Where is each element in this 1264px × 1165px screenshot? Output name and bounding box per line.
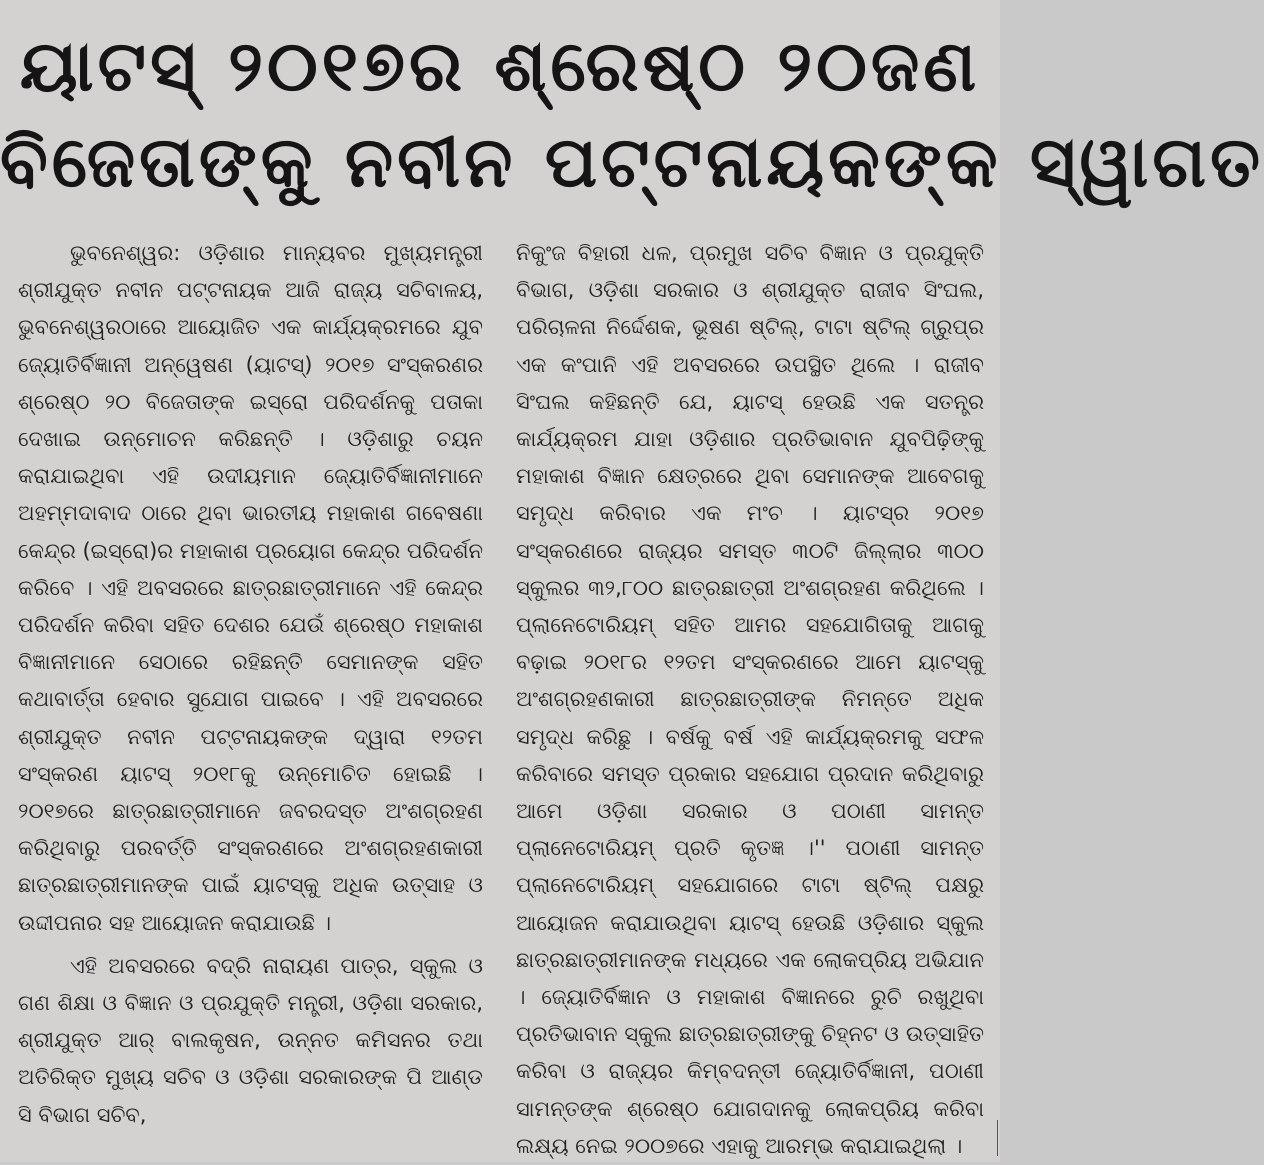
article-paragraph: ଏହି ଅବସରରେ ବଦ୍ରି ନାରାୟଣ ପାତ୍ର, ସ୍କୁଲ ଓ ଗଣ ଶିକ୍ଷା ଓ ବିଜ୍ଞାନ ଓ ପ୍ରଯୁକ୍ତି ମନ୍ତ୍ରୀ, ଓଡ଼ିଶା ସରକାର, ଶ୍ରୀଯୁକ୍ତ ଆର୍ ବାଲକୃଷନ, ଉନ୍ନତ କମିସନର ତଥା ଅତିରିକ୍ତ ମୁଖ୍ୟ ସଚିବ ଓ ଓଡ଼ିଶା ସରକାରଙ୍କ ପି ଆଣ୍ଡ ସି ବିଭାଗ ସଚିବ, (18, 953, 483, 1127)
headline-line-1: ୟାଟସ୍ ୨୦୧୭ର ଶ୍ରେଷ୍ଠ ୨୦ଜଣ (19, 25, 981, 107)
article-column-left (18, 235, 483, 1134)
article-paragraph: ଭୁବନେଶ୍ୱର: ଓଡ଼ିଶାର ମାନ୍ୟବର ମୁଖ୍ୟମନ୍ତ୍ରୀ ଶ୍ରୀଯୁକ୍ତ ନବୀନ ପଟ୍ଟନାୟକ ଆଜି ରାଜ୍ୟ ସଚିବାଳୟ, ଭୁବନେଶ୍ୱରଠାରେ ଆୟୋଜିତ ଏକ କାର୍ଯ୍ୟକ୍ରମରେ ଯୁବ ଜ୍ୟୋତିର୍ବିଜ୍ଞାନୀ ଅନ୍ୱେଷଣ (ୟାଟସ୍) ୨୦୧୭ ସଂସ୍କରଣର ଶ୍ରେଷ୍ଠ ୨୦ ବିଜେତାଙ୍କ ଇସ୍ରୋ ପରିଦର୍ଶନକୁ ପତାକା ଦେଖାଇ ଉନ୍ମୋଚନ କରିଛନ୍ତି । ଓଡ଼ିଶାରୁ ଚୟନ କରାଯାଇଥିବା ଏହି ଉଦୀୟମାନ ଜ୍ୟୋତିର୍ବିଜ୍ଞାନୀମାନେ ଅହମ୍ମଦାବାଦ ଠାରେ ଥିବା ଭାରତୀୟ ମହାକାଶ ଗବେଷଣା କେନ୍ଦ୍ର (ଇସ୍ରୋ)ର ମହାକାଶ ପ୍ରୟୋଗ କେନ୍ଦ୍ର ପରିଦର୍ଶନ କରିବେ । ଏହି ଅବସରରେ ଛାତ୍ରଛାତ୍ରୀମାନେ ଏହି କେନ୍ଦ୍ର ପରିଦର୍ଶନ କରିବା ସହିତ ଦେଶର ଯେଉଁ ଶ୍ରେଷ୍ଠ ମହାକାଶ ବିଜ୍ଞାନୀମାନେ ସେଠାରେ ରହିଛନ୍ତି ସେମାନଙ୍କ ସହିତ କଥାବାର୍ତ୍ତା ହେବାର ସୁଯୋଗ ପାଇବେ । ଏହି ଅବସରରେ ଶ୍ରୀଯୁକ୍ତ ନବୀନ ପଟ୍ଟନାୟକଙ୍କ ଦ୍ୱାରା ୧୨ତମ ସଂସ୍କରଣ ୟାଟସ୍ ୨୦୧୮କୁ ଉନ୍ମୋଚିତ ହୋଇଛି । ୨୦୧୭ରେ ଛାତ୍ରଛାତ୍ରୀମାନେ ଜବରଦସ୍ତ ଅଂଶଗ୍ରହଣ କରିଥିବାରୁ ପରବର୍ତ୍ତି ସଂସ୍କରଣରେ ଅଂଶଗ୍ରହଣକାରୀ ଛାତ୍ରଛାତ୍ରୀମାନଙ୍କ ପାଇଁ ୟାଟସ୍‌କୁ ଅଧିକ ଉତ୍ସାହ ଓ ଉଦ୍ଦୀପନାର ସହ ଆୟୋଜନ କରାଯାଉଛି । (18, 241, 483, 935)
article-paragraph: ନିକୁଂଜ ବିହାରୀ ଧଳ, ପ୍ରମୁଖ ସଚିବ ବିଜ୍ଞାନ ଓ ପ୍ରଯୁକ୍ତି ବିଭାଗ, ଓଡ଼ିଶା ସରକାର ଓ ଶ୍ରୀଯୁକ୍ତ ରାଜୀବ ସିଂଘଲ, ପରିଚାଳନା ନିର୍ଦ୍ଦେଶକ, ଭୂଷଣ ଷ୍ଟିଲ୍, ଟାଟା ଷ୍ଟିଲ୍ ଗ୍ରୁପ୍‌ର ଏକ କଂପାନି ଏହି ଅବସରରେ ଉପସ୍ଥିତ ଥିଲେ । ରାଜୀବ ସିଂଘଲ କହିଛନ୍ତି ଯେ, ୟାଟସ୍ ହେଉଛି ଏକ ସତନ୍ତ୍ର କାର୍ଯ୍ୟକ୍ରମ ଯାହା ଓଡ଼ିଶାର ପ୍ରତିଭାବାନ ଯୁବପିଢ଼ିଙ୍କୁ ମହାକାଶ ବିଜ୍ଞାନ କ୍ଷେତ୍ରରେ ଥିବା ସେମାନଙ୍କ ଆବେଗକୁ ସମୃଦ୍ଧ କରିବାର ଏକ ମଂଚ । ୟାଟସ୍‌ର ୨୦୧୭ ସଂସ୍କରଣରେ ରାଜ୍ୟର ସମସ୍ତ ୩୦ଟି ଜିଲ୍ଲାର ୩୦୦ ସ୍କୁଲର ୩୨,୮୦୦ ଛାତ୍ରଛାତ୍ରୀ ଅଂଶଗ୍ରହଣ କରିଥିଲେ । ପ୍ଲାନେଟୋରିୟମ୍ ସହିତ ଆମର ସହଯୋଗିତାକୁ ଆଗକୁ ବଢ଼ାଇ ୨୦୧୮ର ୧୨ତମ ସଂସ୍କରଣରେ ଆମେ ୟାଟସ୍‌କୁ ଅଂଶଗ୍ରହଣକାରୀ ଛାତ୍ରଛାତ୍ରୀଙ୍କ ନିମନ୍ତେ ଅଧିକ ସମୃଦ୍ଧ କରିଛୁ । ବର୍ଷକୁ ବର୍ଷ ଏହି କାର୍ଯ୍ୟକ୍ରମକୁ ସଫଳ କରିବାରେ ସମସ୍ତ ପ୍ରକାର ସହଯୋଗ ପ୍ରଦାନ କରିଥିବାରୁ ଆମେ ଓଡ଼ିଶା ସରକାର ଓ ପଠାଣୀ ସାମନ୍ତ ପ୍ଲାନେଟୋରିୟମ୍ ପ୍ରତି କୃତଜ୍ଞ ।'' ପଠାଣୀ ସାମନ୍ତ ପ୍ଲାନେଟୋରିୟମ୍ ସହଯୋଗରେ ଟାଟା ଷ୍ଟିଲ୍ ପକ୍ଷରୁ ଆୟୋଜନ କରାଯାଉଥିବା ୟାଟସ୍ ହେଉଛି ଓଡ଼ିଶାର ସ୍କୁଲ ଛାତ୍ରଛାତ୍ରୀମାନଙ୍କ ମଧ୍ୟରେ ଏକ ଲୋକପ୍ରିୟ ଅଭିଯାନ । ଜ୍ୟୋତିର୍ବିଜ୍ଞାନ ଓ ମହାକାଶ ବିଜ୍ଞାନରେ ରୁଚି ରଖୁଥିବା ପ୍ରତିଭାବାନ ସ୍କୁଲ ଛାତ୍ରଛାତ୍ରୀଙ୍କୁ ଚିହ୍ନଟ ଓ ଉତ୍ସାହିତ କରିବା ଓ ରାଜ୍ୟର କିମ୍ବଦନ୍ତୀ ଜ୍ୟୋତିର୍ବିଜ୍ଞାନୀ, ପଠାଣୀ ସାମନ୍ତଙ୍କ ଶ୍ରେଷ୍ଠ ଯୋଗଦାନକୁ ଲୋକପ୍ରିୟ କରିବା ଲକ୍ଷ୍ୟ ନେଇ ୨୦୦୭ରେ ଏହାକୁ ଆରମ୍ଭ କରାଯାଇଥିଲା । (516, 241, 984, 1158)
clipping-edge-mark (997, 1120, 998, 1156)
article-column-right (516, 235, 984, 1165)
headline-line-2: ବିଜେତାଙ୍କୁ ନବୀନ ପଟ୍ଟନାୟକଙ୍କ ସ୍ୱାଗତ (0, 121, 1264, 203)
headline (0, 18, 1264, 210)
